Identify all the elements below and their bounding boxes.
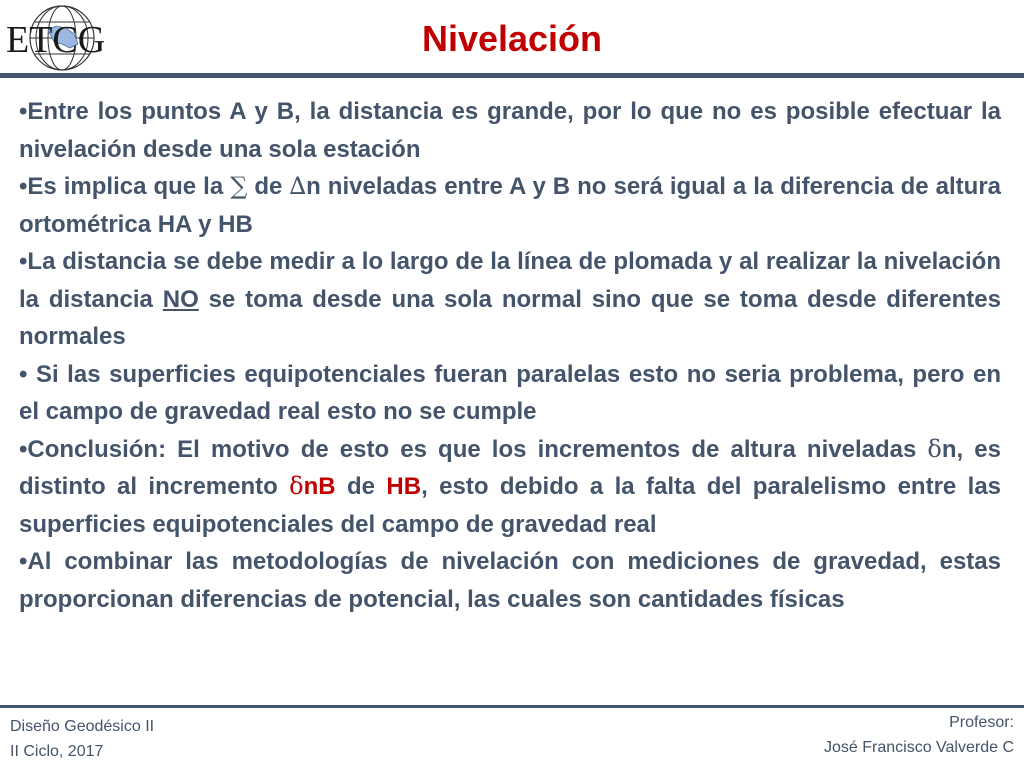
bullet-list: [19, 93, 1001, 618]
globe-logo-icon: [4, 2, 128, 72]
course-name: Diseño Geodésico II: [10, 718, 155, 735]
underlined-no: NO: [162, 285, 199, 313]
small-delta-symbol: δ: [927, 434, 942, 463]
bullet-item: •La distancia se debe medir a lo largo de la línea de plomada y al realizar la nivelación la distancia NO se toma desde una sola normal sino que se toma desde diferentes normales: [19, 248, 1001, 350]
page-title: Nivelación: [421, 18, 603, 59]
bottom-divider: [0, 705, 1024, 708]
etcg-logo: [4, 2, 128, 72]
bullet-item: •Conclusión: El motivo de esto es que los incrementos de altura niveladas δn, es distinto al incremento δnB de HB, esto debido a la falta del paralelismo entre las superficies equipotenciales del campo de gravedad real: [19, 434, 1002, 538]
svg-text:ETCG: ETCG: [6, 19, 106, 61]
footer-course-info: [10, 714, 154, 764]
professor-label: Profesor:: [949, 714, 1014, 731]
footer-professor: [824, 710, 1014, 760]
professor-name: José Francisco Valverde C: [824, 739, 1014, 756]
top-divider: [0, 73, 1024, 78]
bullet-item: •Al combinar las metodologías de nivelación con mediciones de gravedad, estas proporcionan diferencias de potencial, las cuales son cantidades físicas: [19, 548, 1001, 613]
bullet-item: •Entre los puntos A y B, la distancia es grande, por lo que no es posible efectuar la nivelación desde una sola estación: [19, 98, 1001, 163]
bullet-item: • Si las superficies equipotenciales fueran paralelas esto no seria problema, pero en el campo de gravedad real esto no se cumple: [19, 360, 1001, 425]
bullet-item: •Es implica que la ∑ de ∆n niveladas entre A y B no será igual a la diferencia de altura ortométrica HA y HB: [19, 172, 1002, 238]
highlight-hb: HB: [386, 473, 422, 500]
course-term: II Ciclo, 2017: [10, 743, 104, 760]
small-delta-symbol-red: δ: [289, 472, 304, 500]
highlight-nb: nB: [303, 473, 336, 500]
sigma-symbol: ∑: [230, 172, 248, 200]
delta-symbol: ∆: [289, 172, 307, 200]
